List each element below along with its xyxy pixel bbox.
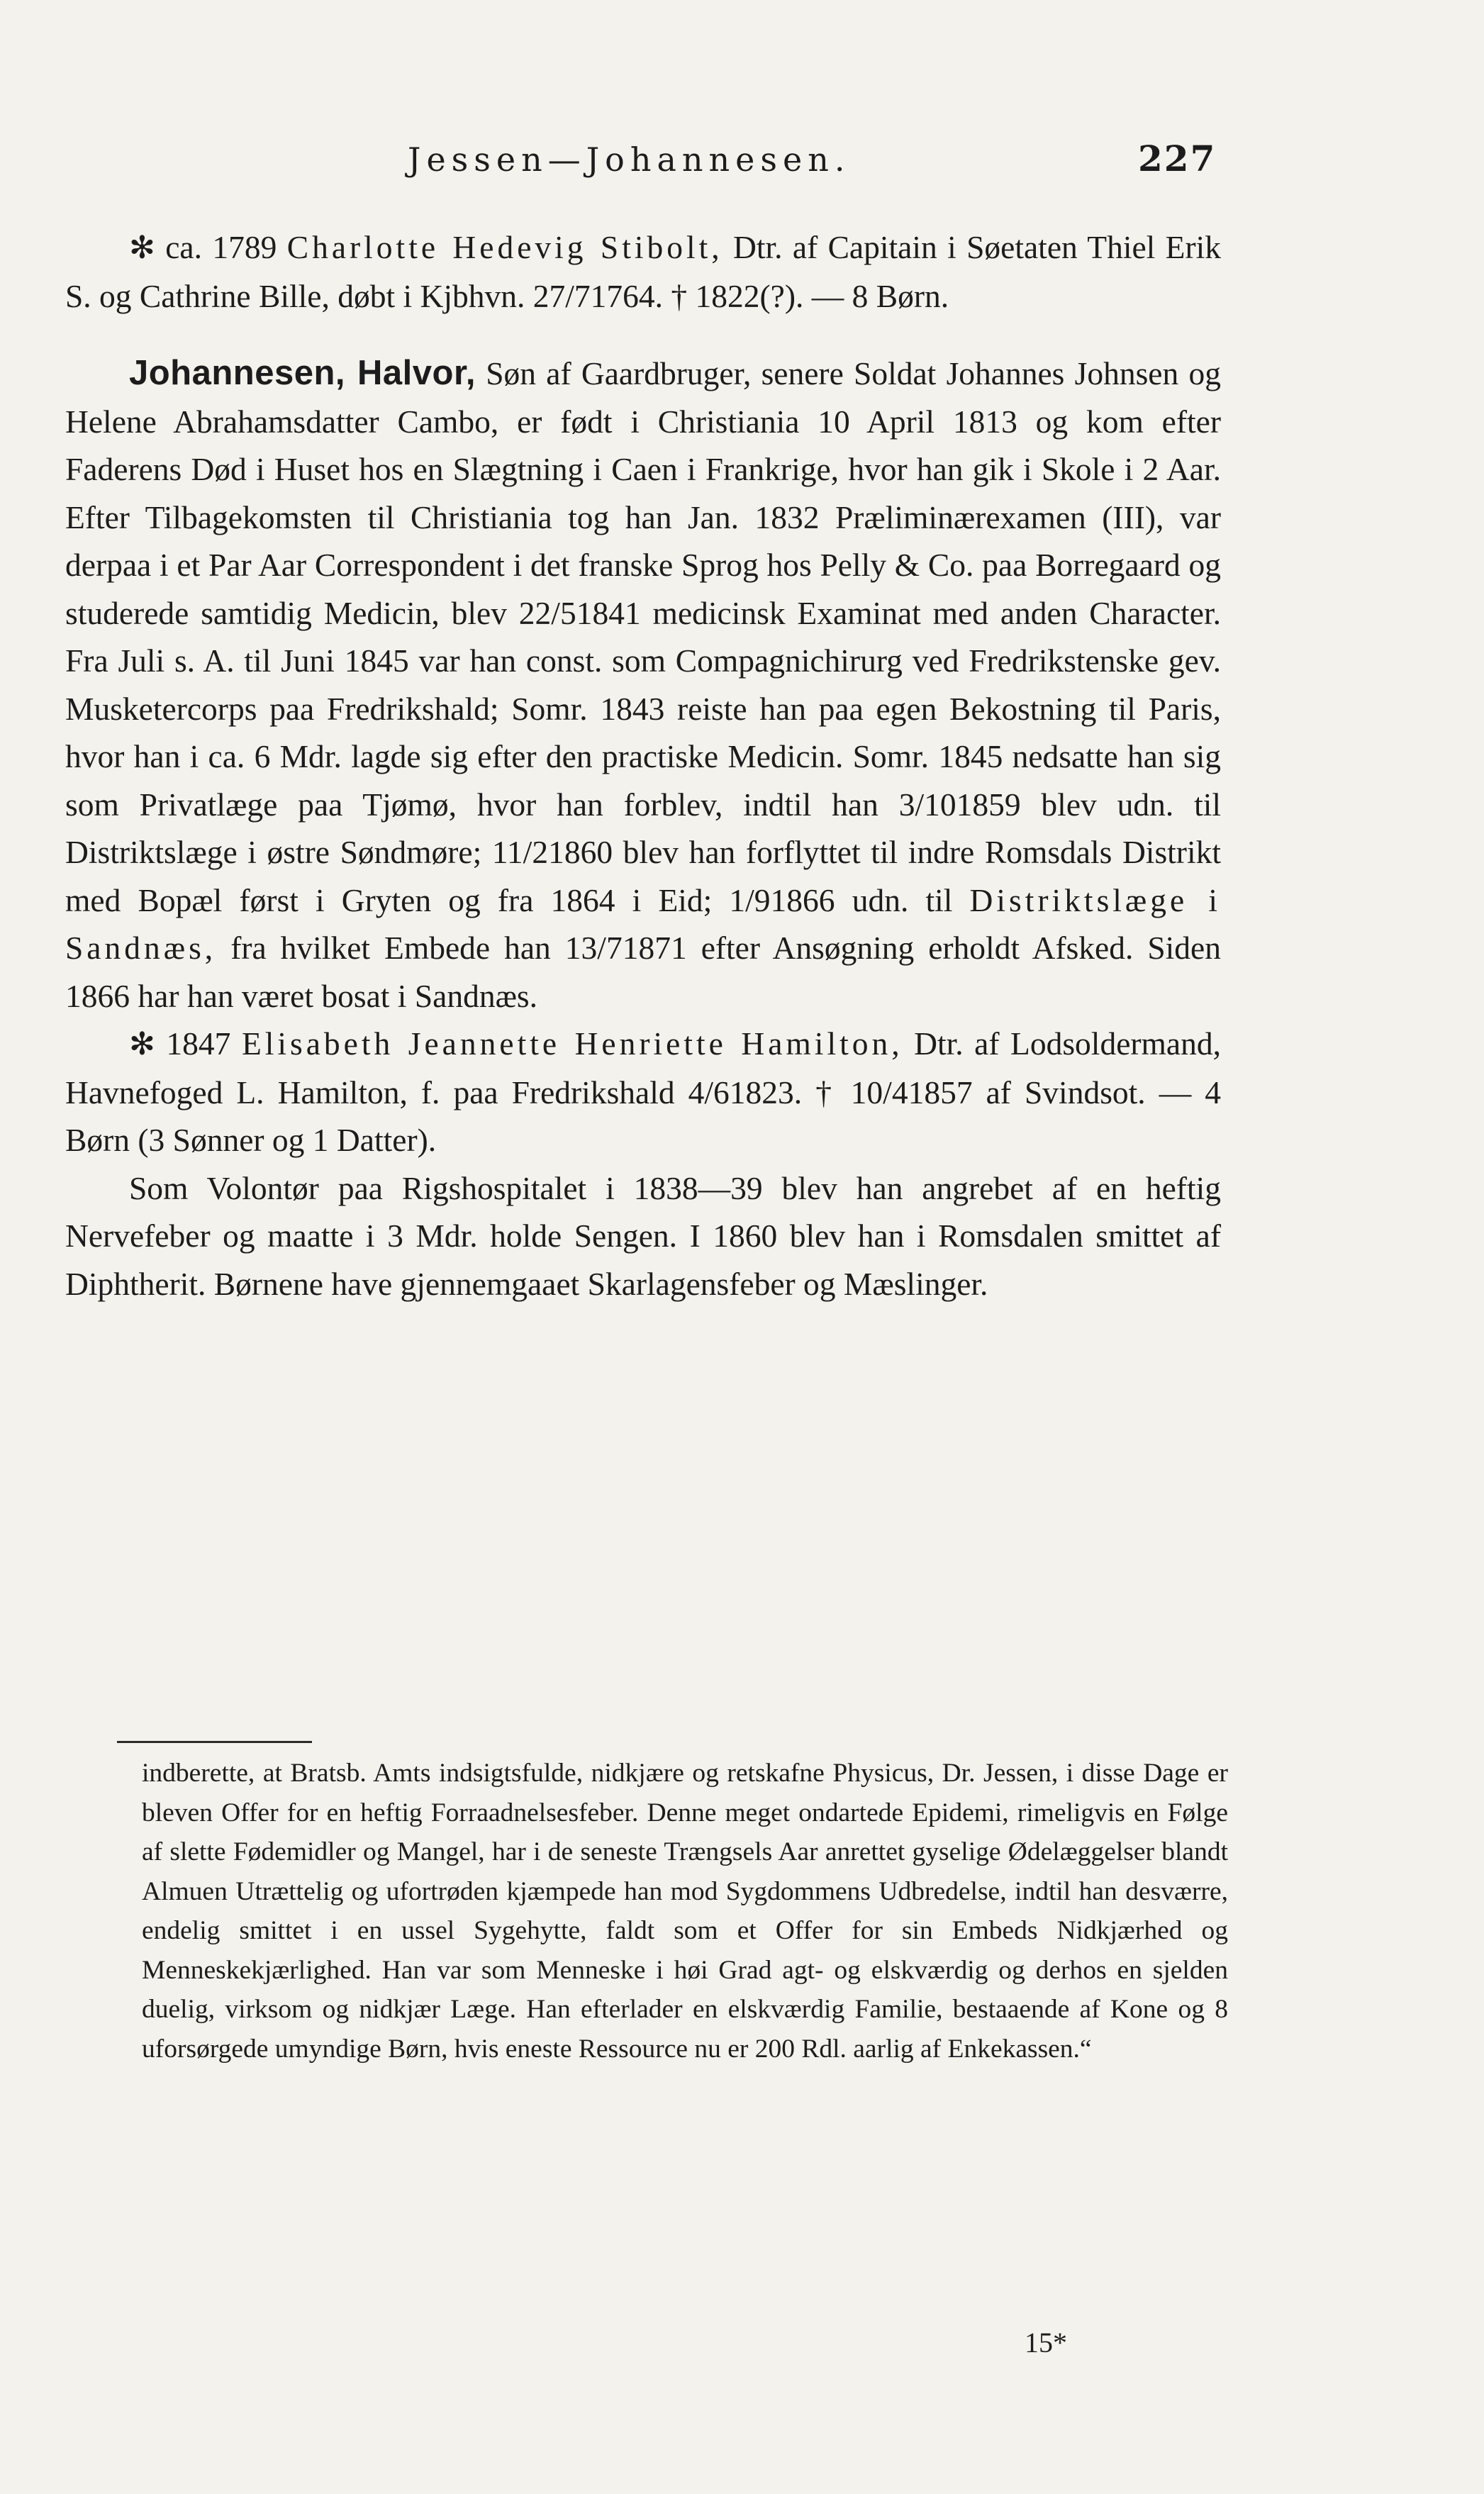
footnote: indberette, at Bratsb. Amts indsigtsfulde, nidkjære og retskafne Physicus, Dr. Jessen, i disse Dage er bleven Offer for en heftig Forraadnelsesfeber. Denne meget ondartede Epidemi, rimeligvis en Følge af slette Fødemidler og Mangel, har i de seneste Trængsels Aar anrettet gyselige Ødelæggelser blandt Almuen Utrættelig og ufortrøden kjæmpede han mod Sygdommens Udbredelse, indtil han desværre, endelig smittet i en ussel Sygehytte, faldt som et Offer for sin Embeds Nidkjærhed og Menneskekjærlighed. Han var som Menneske i høi Grad agt- og elskværdig og derhos en sjelden duelig, virksom og nidkjær Læge. Han efterlader en elskværdig Familie, bestaaende af Kone og 8 uforsørgede umyndige Børn, hvis eneste Ressource nu er 200 Rdl. aarlig af Enkekassen.“ [142,1759,1228,2064]
entry-headword: Johannesen, Halvor, [129,354,476,392]
page-number: 227 [1138,138,1217,179]
entry-title-spaced: Distriktslæge i Sandnæs, [65,881,1221,966]
marriage-mark: ✻ [129,1026,155,1062]
spouse-text: Dtr. af Capitain i Søetaten Thiel Erik S. og Cathrine Bille, døbt i Kjbhvn. 27/71764. † 1822(?). — 8 Børn. [65,229,1222,314]
main-text [65,223,1221,1308]
footnote-rule [117,1741,312,1743]
entry-health [65,1164,1221,1308]
running-head: Jessen—Johannesen. [408,140,851,179]
spouse-text: Dtr. af Lodsoldermand, Havnefoged L. Hamilton, f. paa Fredrikshald 4/61823. † 10/41857 af Svindsot. — 4 Børn (3 Sønner og 1 Datter). [65,1025,1222,1158]
entry-jessen-spouse [65,223,1221,320]
entry-text-part-2: fra hvilket Embede han 13/71871 efter Ansøgning erholdt Afsked. Siden 1866 har han været bosat i Sandnæs. [65,930,1222,1014]
page-header [0,140,1484,190]
sheet-signature: 15* [1025,2327,1067,2359]
entry-text-part-1: Søn af Gaardbruger, senere Soldat Johannes Johnsen og Helene Abrahamsdatter Cambo, er født i Christiania 10 April 1813 og kom efter Faderens Død i Huset hos en Slægtning i Caen i Frankrige, hvor han gik i Skole i 2 Aar. Efter Tilbagekomsten til Christiania tog han Jan. 1832 Præliminærexamen (III), var derpaa i et Par Aar Correspondent i det franske Sprog hos Pelly & Co. paa Borregaard og studerede samtidig Medicin, blev 22/51841 medicinsk Examinat med anden Character. Fra Juli s. A. til Juni 1845 var han const. som Compagnichirurg ved Fredrikstenske gev. Musketercorps paa Fredrikshald; Somr. 1843 reiste han paa egen Bekostning til Paris, hvor han i ca. 6 Mdr. lagde sig efter den practiske Medicin. Somr. 1845 nedsatte han sig som Privatlæge paa Tjømø, hvor han forblev, indtil han 3/101859 blev udn. til Distriktslæge i østre Søndmøre; 11/21860 blev han forflyttet til indre Romsdals Distrikt med Bopæl først i Gryten og fra 1864 i Eid; 1/91866 udn. til [65,355,1221,918]
entry-johannesen [65,350,1221,1020]
health-text: Som Volontør paa Rigshospitalet i 1838—39 blev han angrebet af en heftig Nervefeber og maatte i 3 Mdr. holde Sengen. I 1860 blev han i Romsdalen smittet af Diphtherit. Børnene have gjennemgaaet Skarlagensfeber og Mæslinger. [65,1169,1221,1302]
marriage-mark: ✻ [129,230,155,266]
entry-johannesen-spouse [65,1020,1221,1164]
marriage-year: ca. 1789 [165,229,277,265]
marriage-year: 1847 [166,1025,231,1062]
spouse-name: Charlotte Hedevig Stibolt, [286,229,723,265]
spouse-name: Elisabeth Jeannette Henriette Hamilton, [241,1025,903,1062]
